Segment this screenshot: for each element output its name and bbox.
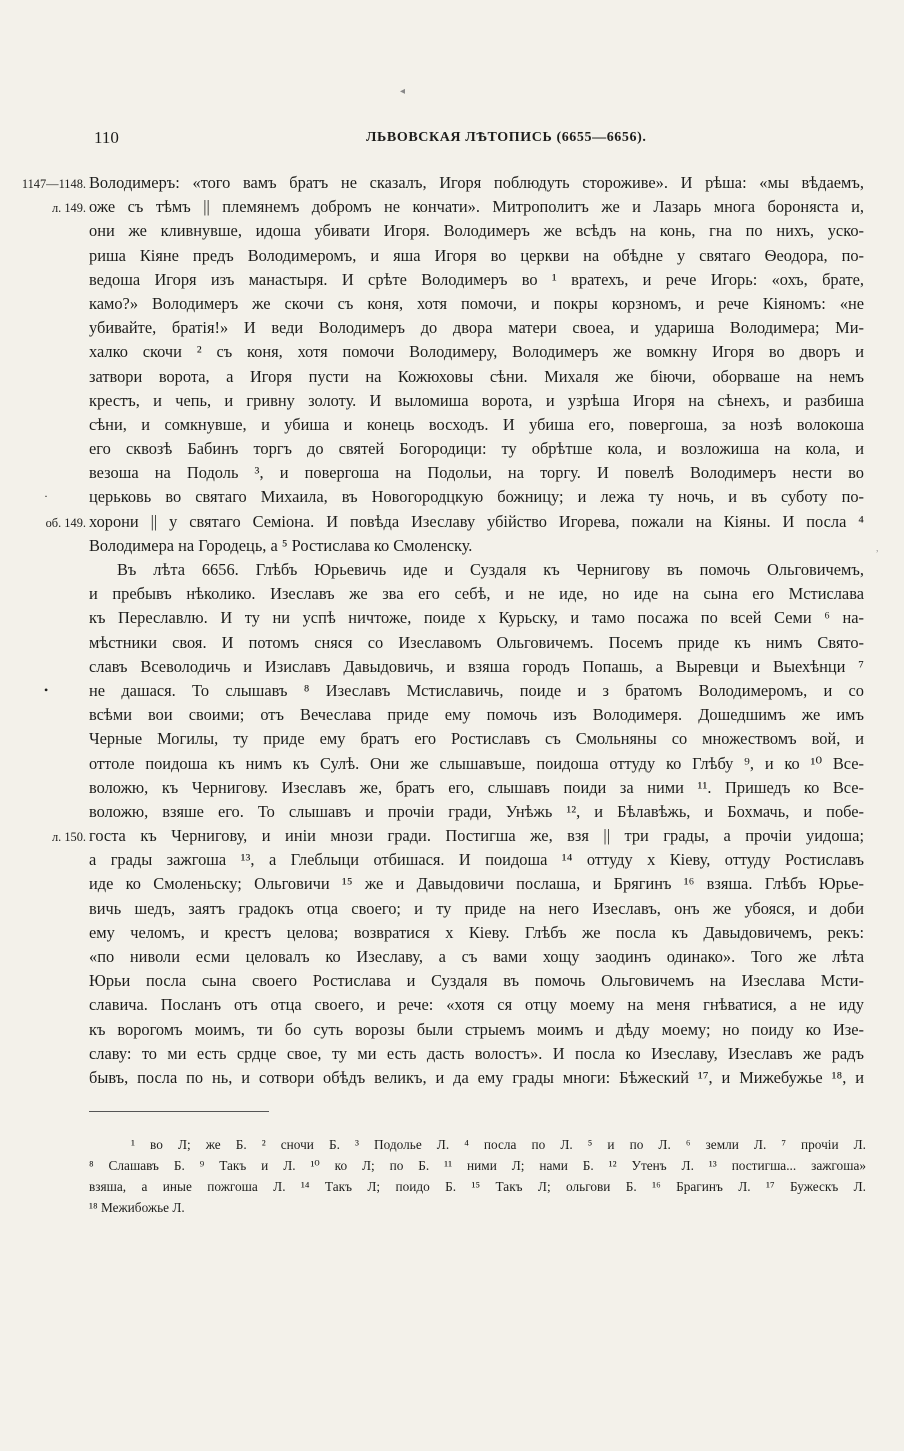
text-line bbox=[0, 776, 904, 800]
text-line bbox=[0, 1042, 904, 1066]
footnote-line: взяша, а иные пожгоша Л. ¹⁴ Такъ Л; поидо Б. ¹⁵ Такъ Л; ольгови Б. ¹⁶ Брагинъ Л. ¹⁷ Бужескъ Л. bbox=[89, 1179, 866, 1194]
line-text: камо?» Володимеръ же скочи съ коня, хотя помочи, и покры корзномъ, и рече Кіяномъ: «не bbox=[89, 293, 864, 313]
line-text: оттоле поидоша къ нимъ къ Сулѣ. Они же слышавъше, поидоша оттуду ко Глѣбу ⁹, и ко ¹⁰ Все- bbox=[89, 753, 864, 773]
line-text: они же кливнувше, идоша убивати Игоря. Володимеръ же всѣдъ на конь, гна по нихъ, уско- bbox=[89, 221, 864, 241]
line-text: воложю, взяше его. То слышавъ и прочіи гради, Унѣжь ¹², и Бѣлавѣжь, и Бохмачь, и побе- bbox=[89, 801, 864, 821]
footnotes bbox=[89, 1134, 866, 1218]
line-text: всѣми вои своими; отъ Вечеслава приде ему помочь изъ Володимеря. Дошедшимъ же имъ bbox=[89, 705, 864, 725]
margin-note: л. 150. bbox=[51, 830, 86, 845]
line-text: крестъ, и чепь, и гривну золоту. И выломиша ворота, и узрѣша Игоря на сѣнехъ, и разбиша bbox=[89, 390, 864, 410]
margin-note: л. 149. bbox=[51, 201, 86, 216]
margin-dot: · bbox=[44, 489, 48, 504]
footnote-divider bbox=[89, 1111, 269, 1112]
text-line bbox=[0, 703, 904, 727]
text-line bbox=[0, 631, 904, 655]
text-line bbox=[0, 316, 904, 340]
line-text: бывъ, посла по нь, и сотвори обѣдъ великъ, и да ему грады многи: Бѣжеский ¹⁷, и Мижебужье ¹⁸, и bbox=[89, 1067, 864, 1087]
text-line bbox=[0, 945, 904, 969]
text-line bbox=[0, 485, 904, 509]
text-line bbox=[0, 389, 904, 413]
text-line bbox=[0, 969, 904, 993]
line-text: сѣни, и сомкнувше, и убиша и конець восходъ. И убиша его, повергоша, за нозѣ волокоша bbox=[89, 414, 864, 434]
line-text: Въ лѣта 6656. Глѣбъ Юрьевичь иде и Суздаля къ Чернигову въ помочь Ольговичемъ, bbox=[117, 560, 864, 579]
text-line bbox=[0, 534, 904, 558]
line-text: Черные Могилы, ту приде ему братъ его Ростиславъ съ Смольняны со множествомъ вой, и bbox=[89, 729, 864, 749]
text-line bbox=[0, 824, 904, 848]
line-text: хорони || у святаго Семіона. И повѣда Изеславу убійство Игорева, пожали на Кіяны. И посла ⁴ bbox=[89, 511, 864, 531]
line-text: ведоша Игоря изъ манастыря. И срѣте Володимеръ во ¹ вратехъ, и рече Игорь: «охъ, брате, bbox=[89, 269, 864, 289]
text-line bbox=[0, 461, 904, 485]
line-text: къ Переславлю. И ту ни успѣ ничтоже, поиде х Курьску, и тамо посажа по всей Семи ⁶ на- bbox=[89, 608, 864, 628]
line-text: затвори ворота, а Игоря пусти на Кожюховы сѣни. Михаля же біючи, оборваше на немъ bbox=[89, 366, 864, 386]
text-line bbox=[0, 872, 904, 896]
line-text: убивайте, братія!» И веди Володимеръ до двора матери своеа, и удариша Володимера; Ми- bbox=[89, 318, 864, 338]
text-line bbox=[0, 582, 904, 606]
text-line bbox=[0, 1018, 904, 1042]
line-text: славъ Всеволодичь и Изиславъ Давыдовичь, и взяша городъ Попашь, а Выревци и Выехѣнци ⁷ bbox=[89, 656, 864, 676]
text-line bbox=[0, 292, 904, 316]
line-text: славича. Посланъ отъ отца своего, и рече: «хотя ся отцу моему на меня гнѣватися, а не иду bbox=[89, 995, 864, 1015]
text-line bbox=[0, 244, 904, 268]
speck-mark: ◂ bbox=[400, 86, 406, 97]
text-line bbox=[0, 993, 904, 1017]
page-number: 110 bbox=[94, 128, 119, 147]
page-header bbox=[0, 128, 904, 154]
text-line bbox=[0, 921, 904, 945]
text-line bbox=[0, 510, 904, 534]
text-line bbox=[0, 340, 904, 364]
text-line bbox=[0, 727, 904, 751]
speck-mark: , bbox=[876, 543, 879, 554]
text-line bbox=[0, 800, 904, 824]
line-text: халко скочи ² съ коня, хотя помочи Володимеру, Володимеръ же вомкну Игоря во дворъ и bbox=[89, 342, 864, 362]
text-line bbox=[0, 437, 904, 461]
margin-note: об. 149. bbox=[45, 515, 86, 530]
margin-note: 1147—1148. bbox=[21, 177, 86, 191]
line-text: воложю, къ Чернигову. Изеславъ же, братъ его, слышавъ поиди за ними ¹¹. Пришедъ ко Все- bbox=[89, 777, 864, 797]
line-text: Володимера на Городець, а ⁵ Ростислава ко Смоленску. bbox=[89, 535, 473, 555]
line-text: къ ворогомъ моимъ, ти бо суть ворозы были стрыемъ моимъ и дѣду моему; но поиду ко Изе- bbox=[89, 1019, 864, 1039]
line-text: Юрьи посла сына своего Ростислава и Суздаля въ помочь Ольговичемъ на Изеслава Мсти- bbox=[89, 971, 864, 991]
text-line bbox=[0, 1066, 904, 1090]
text-line bbox=[0, 219, 904, 243]
text-line bbox=[0, 752, 904, 776]
line-text: не дашася. То слышавъ ⁸ Изеславъ Мстиславичь, поиде и з братомъ Володимеромъ, и со bbox=[89, 680, 864, 700]
line-text: оже съ тѣмъ || племянемъ добромъ не кончати». Митрополитъ же и Лазарь многа бороняста и, bbox=[89, 197, 864, 217]
line-text: ему челомъ, и крестъ целова; возвратися х Кіеву. Глѣбъ же посла къ Давыдовичемъ, рекъ: bbox=[89, 922, 864, 942]
text-line bbox=[0, 268, 904, 292]
line-text: госта къ Чернигову, и иніи мнози гради. Постигша же, взя || три грады, а прочіи уидоша; bbox=[89, 826, 864, 846]
text-line bbox=[0, 195, 904, 219]
line-text: а грады зажгоша ¹³, а Глеблыци отбишася. И поидоша ¹⁴ оттуду х Кіеву, оттуду Ростиславъ bbox=[89, 850, 864, 870]
text-line bbox=[0, 365, 904, 389]
line-text: вичь шедъ, заятъ градокъ отца своего; и ту приде на него Изеславъ, онъ же убояся, и доби bbox=[89, 898, 864, 918]
text-line bbox=[0, 606, 904, 630]
text-line bbox=[0, 679, 904, 703]
line-text: его сквозѣ Бабинъ торгъ до святей Богородици: ту обрѣтше кола, и возложиша на кола, и bbox=[89, 439, 864, 459]
text-line bbox=[0, 655, 904, 679]
main-text bbox=[0, 171, 904, 1090]
margin-dot: • bbox=[44, 682, 49, 697]
footnote-line: ¹ во Л; же Б. ² сночи Б. ³ Подолье Л. ⁴ посла по Л. ⁵ и по Л. ⁶ земли Л. ⁷ прочіи Л. bbox=[131, 1137, 866, 1152]
text-line bbox=[0, 171, 904, 195]
line-text: риша Кіяне предъ Володимеромъ, и яша Игоря во церкви на обѣдне у святаго Ѳеодора, по- bbox=[89, 245, 864, 265]
line-text: Володимеръ: «того вамъ братъ не сказалъ, Игоря поблюдуть стороживе». И рѣша: «мы вѣдаемъ, bbox=[89, 173, 864, 192]
line-text: везоша на Подоль ³, и повергоша на Подольи, на торгу. И повелѣ Володимеръ нести во bbox=[89, 463, 864, 483]
line-text: славу: то ми есть срдце свое, ту ми есть дасть волостъ». И посла ко Изеславу, Изеславъ же радъ bbox=[89, 1043, 864, 1063]
text-line bbox=[0, 413, 904, 437]
text-line bbox=[0, 558, 904, 582]
line-text: и пребывъ нѣколико. Изеславъ же зва его себѣ, и не иде, но иде на сына его Мстислава bbox=[89, 584, 864, 604]
footnote-line: ¹⁸ Межибожье Л. bbox=[89, 1200, 185, 1215]
text-line bbox=[0, 848, 904, 872]
line-text: мѣстники своя. И потомъ сняся со Изеславомъ Ольговичемъ. Посемъ приде къ нимъ Свято- bbox=[89, 632, 864, 652]
line-text: церьковь во святаго Михаила, въ Новогородцкую божницу; и лежа ту ночь, и въ суботу по- bbox=[89, 487, 864, 507]
text-line bbox=[0, 897, 904, 921]
running-title: ЛЬВОВСКАЯ ЛѢТОПИСЬ (6655—6656). bbox=[366, 130, 647, 145]
line-text: иде ко Смоленьску; Ольговичи ¹⁵ же и Давыдовичи послаша, и Брягинъ ¹⁶ взяша. Глѣбъ Юрье- bbox=[89, 874, 864, 894]
footnote-line: ⁸ Слашавъ Б. ⁹ Такъ и Л. ¹⁰ ко Л; по Б. ¹¹ ними Л; нами Б. ¹² Утенъ Л. ¹³ постигша... зажгоша» bbox=[89, 1158, 866, 1173]
line-text: «по ниволи есми целовалъ ко Изеславу, а съ вами хощу заодинъ одинако». Того же лѣта bbox=[89, 947, 864, 966]
